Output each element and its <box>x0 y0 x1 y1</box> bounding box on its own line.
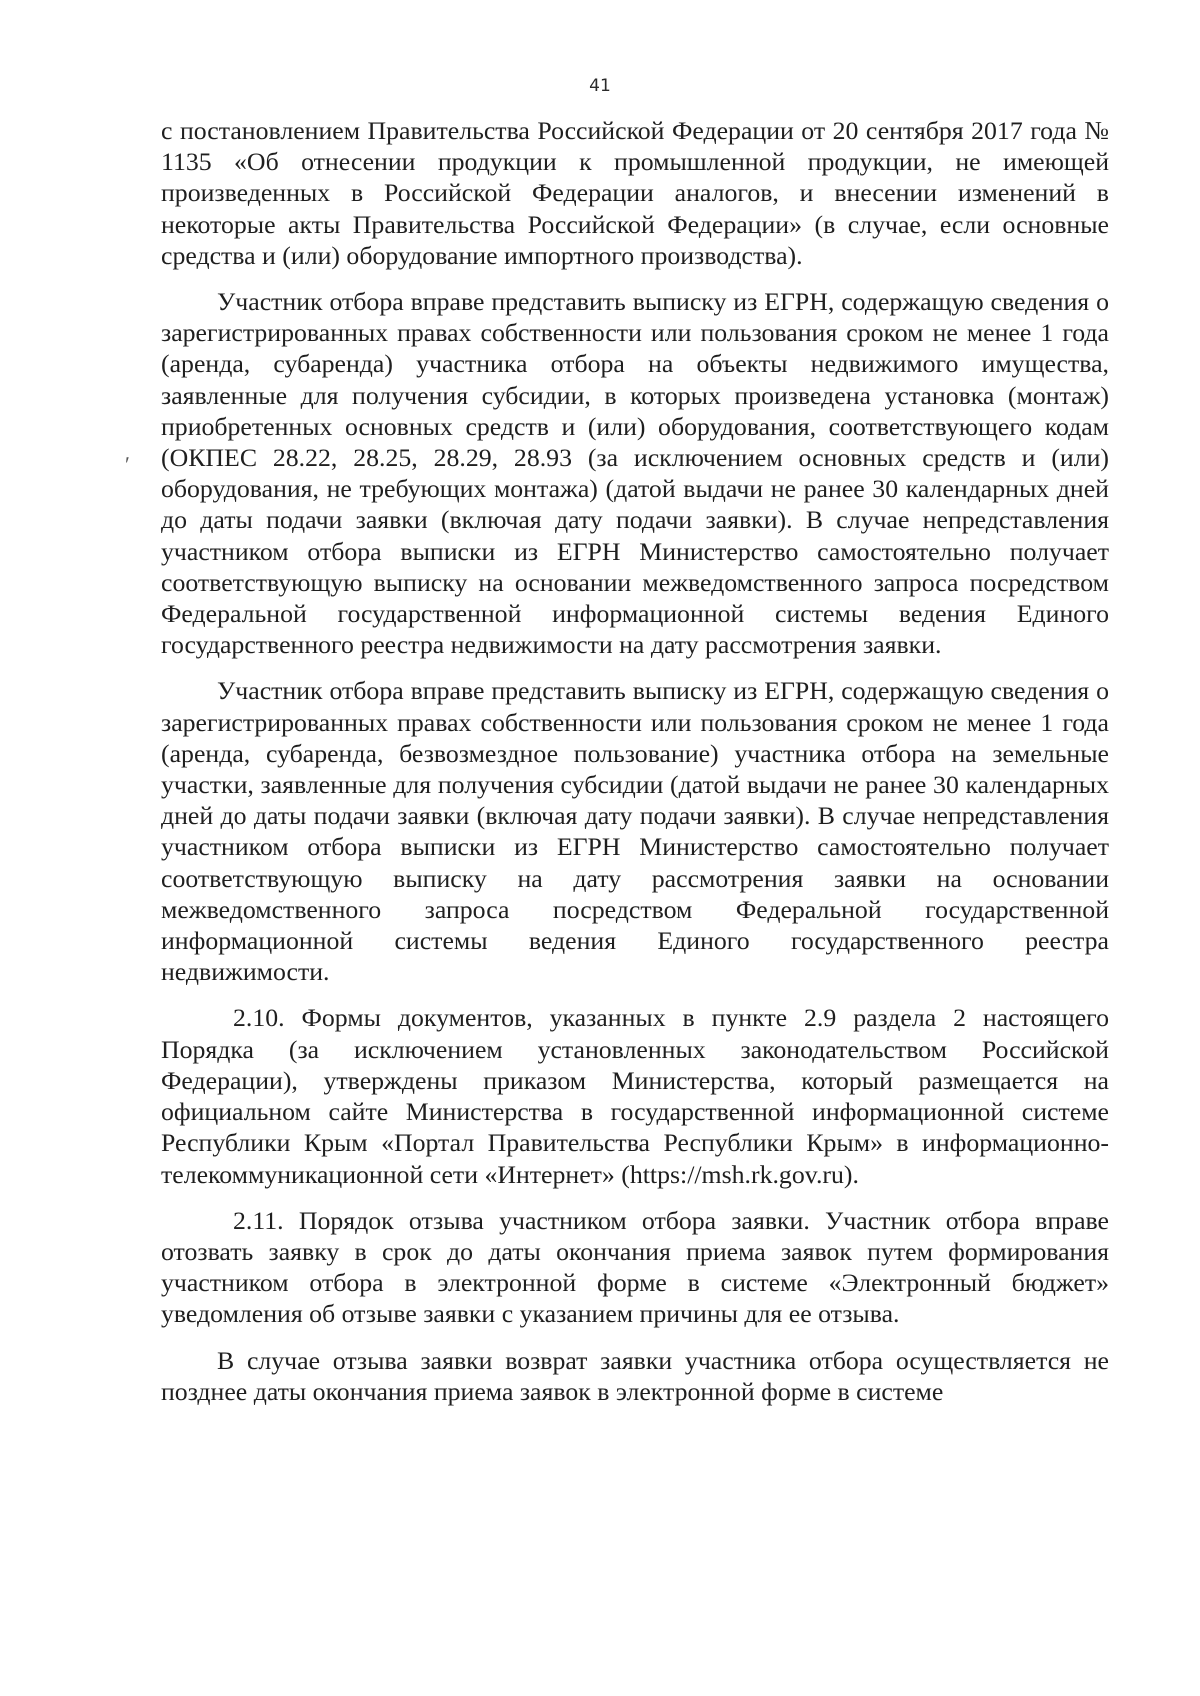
paragraph-decree-reference: с постановлением Правительства Российской Федерации от 20 сентября 2017 года № 1135 «Об отнесении продукции к промышленной продукции, не имеющей произведенных в Российской Федерации аналогов, и внесении изменений в некоторые акты Правительства Российской Федерации» (в случае, если основные средства и (или) оборудование импортного производства). <box>161 116 1109 270</box>
paragraph-egrn-land-plots: Участник отбора вправе представить выписку из ЕГРН, содержащую сведения о зарегистрированных правах собственности или пользования сроком не менее 1 года (аренда, субаренда, безвозмездное пользование) участника отбора на земельные участки, заявленные для получения субсидии (датой выдачи не ранее 30 календарных дней до даты подачи заявки (включая дату подачи заявки). В случае непредставления участником отбора выписки из ЕГРН Министерство самостоятельно получает соответствующую выписку на дату рассмотрения заявки на основании межведомственного запроса посредством Федеральной государственной информационной системы ведения Единого государственного реестра недвижимости. <box>161 676 1109 987</box>
paragraph-section-2-11: 2.11. Порядок отзыва участником отбора заявки. Участник отбора вправе отозвать заявку в срок до даты окончания приема заявок путем формирования участником отбора в электронной форме в системе «Электронный бюджет» уведомления об отзыве заявки с указанием причины для ее отзыва. <box>161 1205 1109 1329</box>
margin-scan-mark: ʹ <box>125 452 130 477</box>
paragraph-withdrawal-return: В случае отзыва заявки возврат заявки участника отбора осуществляется не позднее даты окончания приема заявок в электронной форме в системе <box>161 1345 1109 1406</box>
paragraph-egrn-real-estate: Участник отбора вправе представить выписку из ЕГРН, содержащую сведения о зарегистрированных правах собственности или пользования сроком не менее 1 года (аренда, субаренда) участника отбора на объекты недвижимого имущества, заявленные для получения субсидии, в которых произведена установка (монтаж) приобретенных основных средств и (или) оборудования, соответствующего кодам (ОКПЕС 28.22, 28.25, 28.29, 28.93 (за исключением основных средств и (или) оборудования, не требующих монтажа) (датой выдачи не ранее 30 календарных дней до даты подачи заявки (включая дату подачи заявки). В случае непредставления участником отбора выписки из ЕГРН Министерство самостоятельно получает соответствующую выписку на основании межведомственного запроса посредством Федеральной государственной информационной системы ведения Единого государственного реестра недвижимости на дату рассмотрения заявки. <box>161 287 1109 660</box>
document-body <box>161 115 1109 1407</box>
page-number: 41 <box>589 76 611 96</box>
paragraph-section-2-10: 2.10. Формы документов, указанных в пункте 2.9 раздела 2 настоящего Порядка (за исключением установленных законодательством Российской Федерации), утверждены приказом Министерства, который размещается на официальном сайте Министерства в государственной информационной системе Республики Крым «Портал Правительства Республики Крым» в информационно-телекоммуникационной сети «Интернет» (https://msh.rk.gov.ru). <box>161 1003 1109 1189</box>
